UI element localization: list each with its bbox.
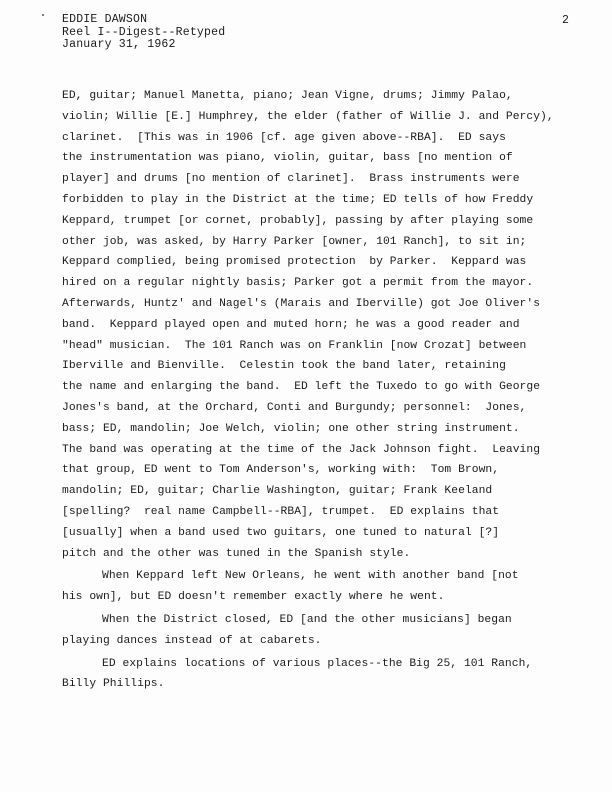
- text-line: When the District closed, ED [and the other musicians] began: [102, 613, 512, 626]
- text-line: Jones's band, at the Orchard, Conti and Burgundy; personnel: Jones,: [62, 401, 527, 414]
- text-line: the name and enlarging the band. ED left the Tuxedo to go with George: [62, 381, 541, 394]
- text-line: hired on a regular nightly basis; Parker got a permit from the mayor.: [62, 277, 534, 290]
- page-number: 2: [562, 14, 569, 27]
- text-line: [spelling? real name Campbell--RBA], trumpet. ED explains that: [62, 505, 500, 518]
- text-line: the instrumentation was piano, violin, guitar, bass [no mention of: [62, 152, 513, 165]
- text-line: band. Keppard played open and muted horn; he was a good reader and: [62, 318, 520, 331]
- text-line: clarinet. [This was in 1906 [cf. age given above--RBA]. ED says: [62, 131, 506, 144]
- text-line: mandolin; ED, guitar; Charlie Washington, guitar; Frank Keeland: [62, 485, 493, 498]
- text-line: player] and drums [no mention of clarinet]. Brass instruments were: [62, 173, 520, 186]
- text-line: his own], but ED doesn't remember exactly where he went.: [62, 591, 445, 604]
- header-name: EDDIE DAWSON: [62, 13, 148, 26]
- header-reel: Reel I--Digest--Retyped: [62, 25, 226, 39]
- text-line: Afterwards, Huntz' and Nagel's (Marais and Iberville) got Joe Oliver's: [62, 297, 541, 310]
- body-text: [62, 86, 582, 695]
- document-header: [62, 14, 225, 52]
- scan-speck: [42, 14, 44, 16]
- header-date: January 31, 1962: [62, 38, 176, 51]
- text-line: Keppard complied, being promised protection by Parker. Keppard was: [62, 256, 527, 269]
- text-line: that group, ED went to Tom Anderson's, working with: Tom Brown,: [62, 464, 500, 477]
- text-line: forbidden to play in the District at the time; ED tells of how Freddy: [62, 193, 534, 206]
- text-line: ED, guitar; Manuel Manetta, piano; Jean Vigne, drums; Jimmy Palao,: [62, 90, 513, 102]
- text-line: The band was operating at the time of the Jack Johnson fight. Leaving: [62, 443, 541, 456]
- text-line: bass; ED, mandolin; Joe Welch, violin; one other string instrument.: [62, 422, 520, 435]
- text-line: Keppard, trumpet [or cornet, probably], passing by after playing some: [62, 214, 534, 227]
- text-line: violin; Willie [E.] Humphrey, the elder (father of Willie J. and Percy),: [62, 110, 554, 123]
- text-line: Iberville and Bienville. Celestin took the band later, retaining: [62, 360, 506, 373]
- text-line: other job, was asked, by Harry Parker [owner, 101 Ranch], to sit in;: [62, 235, 527, 248]
- text-line: [usually] when a band used two guitars, one tuned to natural [?]: [62, 526, 500, 539]
- text-line: playing dances instead of at cabarets.: [62, 634, 322, 647]
- text-line: ED explains locations of various places--the Big 25, 101 Ranch,: [102, 657, 533, 670]
- text-line: When Keppard left New Orleans, he went with another band [not: [102, 570, 519, 583]
- text-line: Billy Phillips.: [62, 678, 165, 691]
- text-line: pitch and the other was tuned in the Spanish style.: [62, 547, 411, 560]
- text-line: "head" musician. The 101 Ranch was on Franklin [now Crozat] between: [62, 339, 527, 352]
